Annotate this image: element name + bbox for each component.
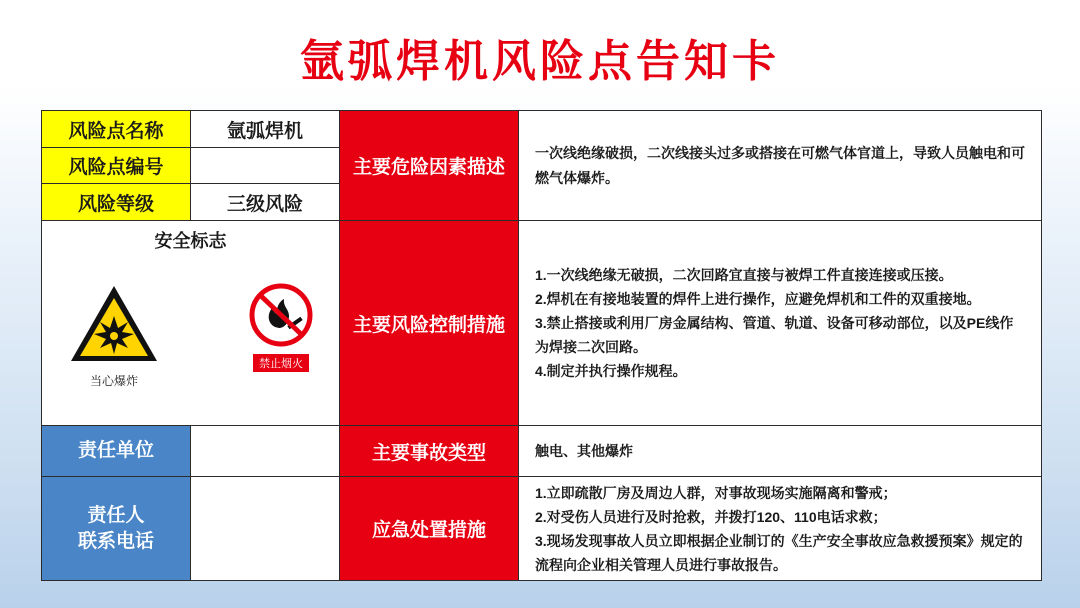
- risk-point-name-label: 风险点名称: [42, 111, 191, 148]
- risk-card-table: [41, 110, 1042, 581]
- control-label: 主要风险控制措施: [340, 221, 519, 426]
- safety-signs-panel: [42, 221, 340, 426]
- contact-label-line-1: 责任人: [87, 504, 145, 526]
- prohibit-sign: [226, 283, 336, 372]
- control-measures: [519, 221, 1042, 426]
- warning-sign: [64, 283, 164, 389]
- explosion-warning-icon: [68, 283, 160, 365]
- control-item-1: 1.一次线绝缘无破损，二次回路宜直接与被焊工件直接连接或压接。: [535, 267, 953, 283]
- safety-signs-title: 安全标志: [154, 231, 227, 251]
- prohibit-sign-label: 禁止烟火: [253, 354, 309, 372]
- page-title: 氩弧焊机风险点告知卡: [300, 36, 780, 87]
- emergency-item-2: 2.对受伤人员进行及时抢救，并拨打120、110电话求救；: [535, 508, 887, 525]
- emergency-item-1: 1.立即疏散厂房及周边人群，对事故现场实施隔离和警戒；: [535, 484, 897, 501]
- emergency-item-3: 3.现场发现事故人员立即根据企业制订的《生产安全事故应急救援预案》规定的流程向企业相关管理人员进行事故报告。: [535, 532, 1023, 573]
- no-fire-icon: [249, 283, 313, 347]
- accident-type-value: 触电、其他爆炸: [519, 426, 1042, 477]
- emergency-label: 应急处置措施: [340, 477, 519, 581]
- risk-point-code-label: 风险点编号: [42, 148, 191, 184]
- risk-level-value: 三级风险: [191, 184, 340, 221]
- control-item-4: 4.制定并执行操作规程。: [535, 363, 687, 379]
- control-item-3: 3.禁止搭接或利用厂房金属结构、管道、轨道、设备可移动部位，以及PE线作为焊接二次回路。: [535, 315, 1014, 355]
- contact-label-line-2: 联系电话: [77, 530, 154, 552]
- control-item-2: 2.焊机在有接地装置的焊件上进行操作，应避免焊机和工件的双重接地。: [535, 291, 981, 307]
- hazard-description: 一次线绝缘破损，二次线接头过多或搭接在可燃气体官道上，导致人员触电和可燃气体爆炸。: [519, 111, 1042, 221]
- responsible-unit-label: 责任单位: [42, 426, 191, 477]
- hazard-label: 主要危险因素描述: [340, 111, 519, 221]
- contact-value: [191, 477, 340, 581]
- risk-level-label: 风险等级: [42, 184, 191, 221]
- responsible-unit-value: [191, 426, 340, 477]
- accident-type-label: 主要事故类型: [340, 426, 519, 477]
- risk-point-code-value: [191, 148, 340, 184]
- risk-point-name-value: 氩弧焊机: [191, 111, 340, 148]
- emergency-measures: [519, 477, 1042, 581]
- contact-label: [42, 477, 191, 581]
- warning-sign-label: 当心爆炸: [89, 374, 138, 388]
